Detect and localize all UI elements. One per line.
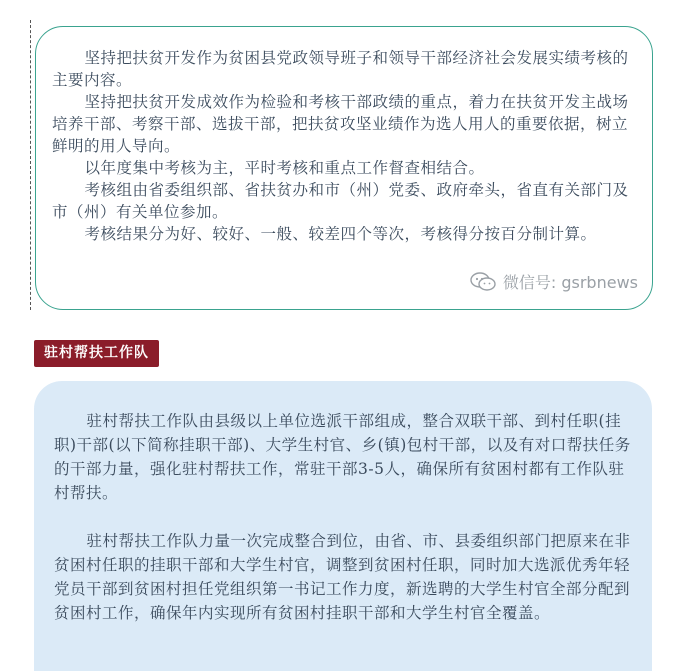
assessment-paragraph-3: 以年度集中考核为主，平时考核和重点工作督查相结合。 xyxy=(84,159,485,177)
team-paragraph-1: 驻村帮扶工作队由县级以上单位选派干部组成，整合双联干部、到村任职(挂职)干部(以下简称挂职干部)、大学生村官、乡(镇)包村干部，以及有对口帮扶任务的干部力量，强化驻村帮扶工作，常驻干部3-5人，确保所有贫困村都有工作队驻村帮扶。 xyxy=(54,412,631,502)
assessment-paragraph-5: 考核结果分为好、较好、一般、较差四个等次，考核得分按百分制计算。 xyxy=(84,225,597,243)
team-panel xyxy=(34,381,652,671)
assessment-paragraph-4: 考核组由省委组织部、省扶贫办和市（州）党委、政府牵头，省直有关部门及市（州）有关单位参加。 xyxy=(52,181,629,221)
dashed-margin-line xyxy=(30,20,31,310)
assessment-text xyxy=(52,47,642,245)
assessment-paragraph-2: 坚持把扶贫开发成效作为检验和考核干部政绩的重点，着力在扶贫开发主战场培养干部、考察干部、选拔干部，把扶贫攻坚业绩作为选人用人的重要依据，树立鲜明的用人导向。 xyxy=(52,93,629,155)
wechat-watermark xyxy=(469,270,638,293)
team-paragraph-2: 驻村帮扶工作队力量一次完成整合到位，由省、市、县委组织部门把原来在非贫困村任职的挂职干部和大学生村官，调整到贫困村任职，同时加大选派优秀年轻党员干部到贫困村担任党组织第一书记工作力度，新选聘的大学生村官全部分配到贫困村工作，确保年内实现所有贫困村挂职干部和大学生村官全覆盖。 xyxy=(54,532,631,622)
assessment-paragraph-1: 坚持把扶贫开发作为贫困县党政领导班子和领导干部经济社会发展实绩考核的主要内容。 xyxy=(52,49,629,89)
wechat-icon xyxy=(469,271,497,293)
team-text xyxy=(54,409,634,625)
assessment-panel xyxy=(35,26,653,310)
wechat-id: 微信号: gsrbnews xyxy=(502,273,638,292)
section-tag: 驻村帮扶工作队 xyxy=(34,340,159,367)
